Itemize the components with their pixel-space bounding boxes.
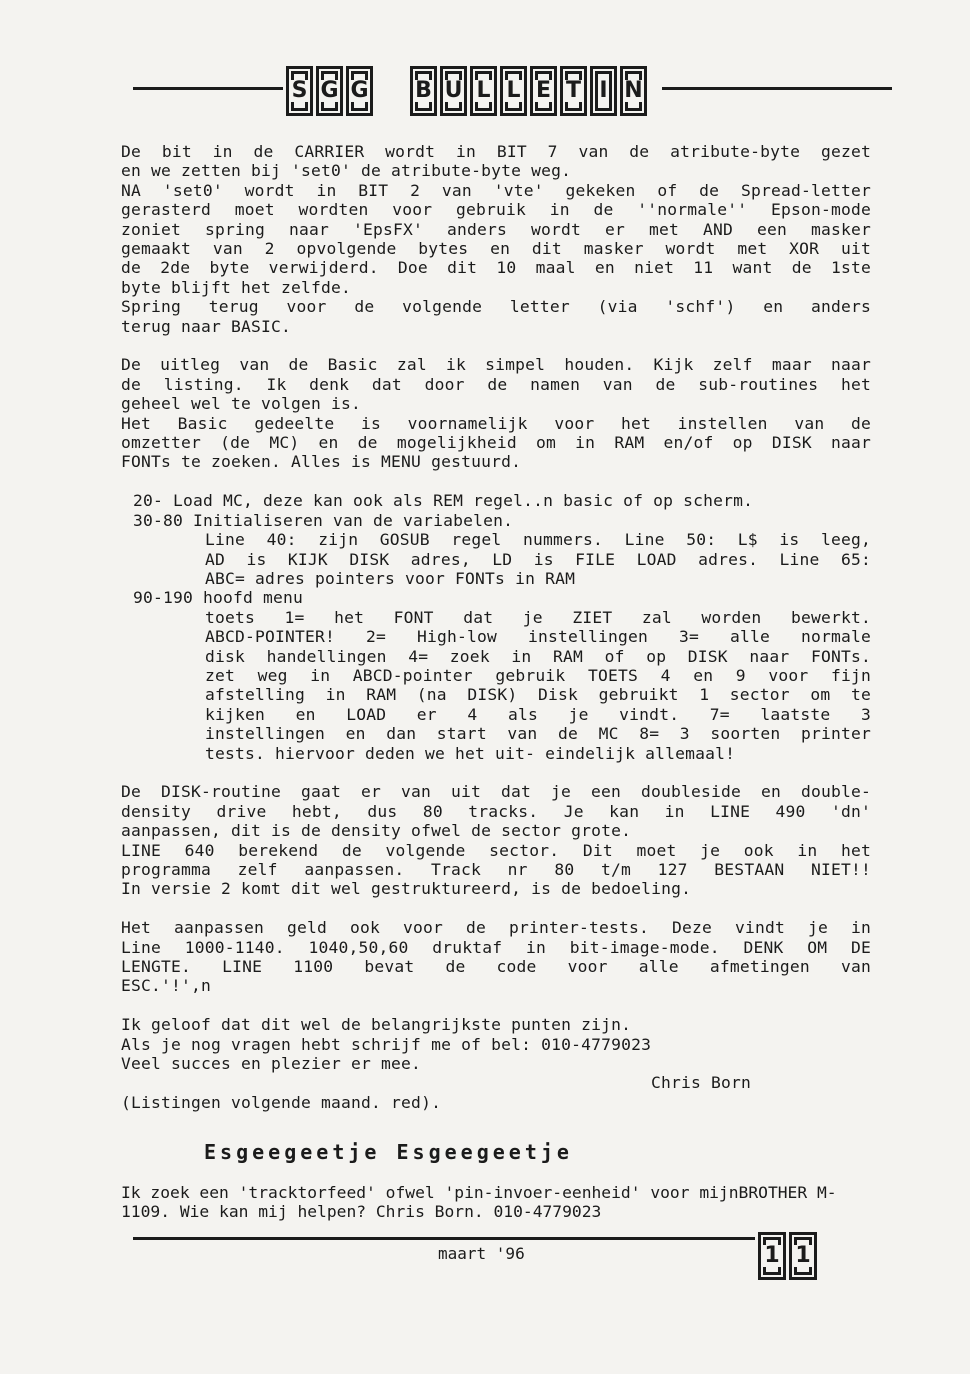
- text-line: gerasterd moet wordten voor gebruik in de ''normale'' Epson-mode: [121, 200, 871, 220]
- paragraph-basic: [121, 355, 871, 471]
- footer-rule: [133, 1237, 755, 1240]
- masthead-letter: G: [350, 78, 369, 103]
- list-item-desc: ABC= adres pointers voor FONTs in RAM: [205, 568, 576, 588]
- masthead-letter: N: [624, 78, 643, 103]
- text-line: geheel wel te volgen is.: [121, 394, 362, 414]
- masthead-letter: G: [320, 78, 339, 103]
- masthead-letter-box: [470, 66, 497, 116]
- signature: Chris Born: [650, 1073, 751, 1093]
- masthead-letter-box: [500, 66, 527, 116]
- text-line: en we zetten bij 'set0' de atribute-byte weg.: [121, 161, 572, 181]
- masthead-letter: E: [535, 78, 552, 103]
- list-item: [133, 491, 871, 510]
- text-line: Ik zoek een 'tracktorfeed' ofwel 'pin-invoer-eenheid' voor mijn: [121, 1183, 739, 1202]
- editor-note: (Listingen volgende maand. red).: [121, 1092, 442, 1112]
- text-line: zoniet spring naar 'EpsFX' anders wordt er met AND een masker: [121, 219, 871, 239]
- text-line: gemaakt van 2 opvolgende bytes en dit masker wordt met XOR uit: [121, 239, 871, 259]
- page-letter: 1: [764, 1243, 780, 1268]
- list-item-desc: Line 40: zijn GOSUB regel nummers. Line 50: L$ is leeg,: [205, 530, 871, 550]
- text-line: Veel succes en plezier er mee.: [121, 1054, 422, 1074]
- header-rule-left: [133, 87, 283, 90]
- paragraph-carrier: [121, 142, 871, 336]
- text-line: Het aanpassen geld ook voor de printer-tests. Deze vindt je in: [121, 918, 871, 938]
- text-line: de 2de byte verwijderd. Doe dit 10 maal en niet 11 want de 1ste: [121, 258, 871, 278]
- line-number-list: [133, 491, 871, 763]
- masthead-letter-box: [620, 66, 647, 116]
- text-line: Als je nog vragen hebt schrijf me of bel: 010-4779023: [121, 1034, 652, 1054]
- page-letter-box: [789, 1232, 817, 1280]
- paragraph-printer-tests: [121, 918, 871, 996]
- list-item-desc: toets 1= het FONT dat je ZIET zal worden bewerkt.: [205, 607, 871, 627]
- text-line: ESC.'!',n: [121, 976, 212, 996]
- masthead-letter: L: [506, 78, 521, 103]
- list-item-desc: ABCD-POINTER! 2= High-low instellingen 3= alle normale: [205, 627, 871, 647]
- issue-date: maart '96: [438, 1244, 525, 1263]
- text-line: Het Basic gedeelte is voornamelijk voor het instellen van de: [121, 413, 871, 433]
- text-line: Line 1000-1140. 1040,50,60 druktaf in bit-image-mode. DENK OM DE: [121, 937, 871, 957]
- text-line: byte blijft het zelfde.: [121, 277, 352, 297]
- page-letter-box: [758, 1232, 786, 1280]
- header-rule-right: [662, 87, 892, 90]
- masthead-letter: B: [415, 78, 432, 103]
- classified-ad: [121, 1183, 871, 1222]
- paragraph-disk-routine: [121, 782, 871, 898]
- list-item-desc: kijken en LOAD er 4 als je vindt. 7= laatste 3: [205, 704, 871, 724]
- text-line: De uitleg van de Basic zal ik simpel houden. Kijk zelf maar naar: [121, 355, 871, 375]
- text-line: density drive hebt, dus 80 tracks. Je kan in LINE 490 'dn': [121, 801, 871, 821]
- list-item-desc: afstelling in RAM (na DISK) Disk gebruikt 1 sector om te: [205, 685, 871, 705]
- text-line: terug naar BASIC.: [121, 316, 292, 336]
- list-item-label: 90-190 hoofd menu: [133, 588, 304, 608]
- text-line: de listing. Ik denk dat door de namen van de sub-routines het: [121, 374, 871, 394]
- list-item-desc: disk handellingen 4= zoek in RAM of op DISK naar FONTs.: [205, 646, 871, 666]
- list-item-label: 30-80 Initialiseren van de variabelen.: [133, 510, 514, 530]
- text-line: De bit in de CARRIER wordt in BIT 7 van de atribute-byte gezet: [121, 142, 871, 161]
- masthead-letter-box: [590, 66, 617, 116]
- article-body: [121, 142, 871, 1112]
- section-title-esgeegeetje: Esgeegeetje Esgeegeetje: [204, 1140, 573, 1164]
- text-line: LINE 640 berekend de volgende sector. Dit moet je ook in het: [121, 840, 871, 860]
- masthead-letter-box: [410, 66, 437, 116]
- list-item: [133, 588, 871, 763]
- list-item-desc: AD is KIJK DISK adres, LD is FILE LOAD adres. Line 65:: [205, 549, 871, 569]
- masthead-letter-box: [530, 66, 557, 116]
- masthead-bulletin: [410, 66, 647, 116]
- masthead-letter-box: [560, 66, 587, 116]
- text-line: programma zelf aanpassen. Track nr 80 t/m 127 BESTAAN NIET!!: [121, 859, 871, 879]
- text-line: BROTHER M-1109. Wie kan mij helpen? Chris Born. 010-4779023: [121, 1183, 837, 1222]
- page-letter: 1: [795, 1243, 811, 1268]
- list-item-label: 20- Load MC, deze kan ook als REM regel..n basic of op scherm.: [133, 491, 754, 511]
- list-item-desc: instellingen en dan start van de MC 8= 3 soorten printer: [205, 724, 871, 744]
- masthead-letter-box: [346, 66, 373, 116]
- text-line: aanpassen, dit is de density ofwel de sector grote.: [121, 821, 632, 841]
- masthead-letter: S: [291, 78, 308, 103]
- text-line: omzetter (de MC) en de mogelijkheid om in RAM en/of op DISK naar: [121, 433, 871, 453]
- masthead-letter-box: [286, 66, 313, 116]
- masthead-letter: I: [599, 78, 608, 103]
- paragraph-closing: [121, 1015, 871, 1073]
- text-line: FONTs te zoeken. Alles is MENU gestuurd.: [121, 452, 522, 472]
- masthead-letter-box: [316, 66, 343, 116]
- masthead-letter: U: [444, 78, 463, 103]
- masthead-letter: L: [476, 78, 491, 103]
- list-item: [133, 511, 871, 589]
- text-line: NA 'set0' wordt in BIT 2 van 'vte' gekeken of de Spread-letter: [121, 180, 871, 200]
- text-line: Ik geloof dat dit wel de belangrijkste punten zijn.: [121, 1015, 632, 1035]
- text-line: De DISK-routine gaat er van uit dat je een doubleside en double-: [121, 782, 871, 802]
- page-number: [758, 1232, 817, 1280]
- list-item-desc: tests. hiervoor deden we het uit- eindelijk allemaal!: [205, 743, 736, 763]
- text-line: LENGTE. LINE 1100 bevat de code voor alle afmetingen van: [121, 957, 871, 976]
- masthead-letter: T: [565, 78, 581, 103]
- masthead-sgg: [286, 66, 373, 116]
- text-line: In versie 2 komt dit wel gestruktureerd, is de bedoeling.: [121, 879, 692, 899]
- masthead-letter-box: [440, 66, 467, 116]
- list-item-desc: zet weg in ABCD-pointer gebruik TOETS 4 en 9 voor fijn: [205, 665, 871, 685]
- text-line: Spring terug voor de volgende letter (via 'schf') en anders: [121, 297, 871, 317]
